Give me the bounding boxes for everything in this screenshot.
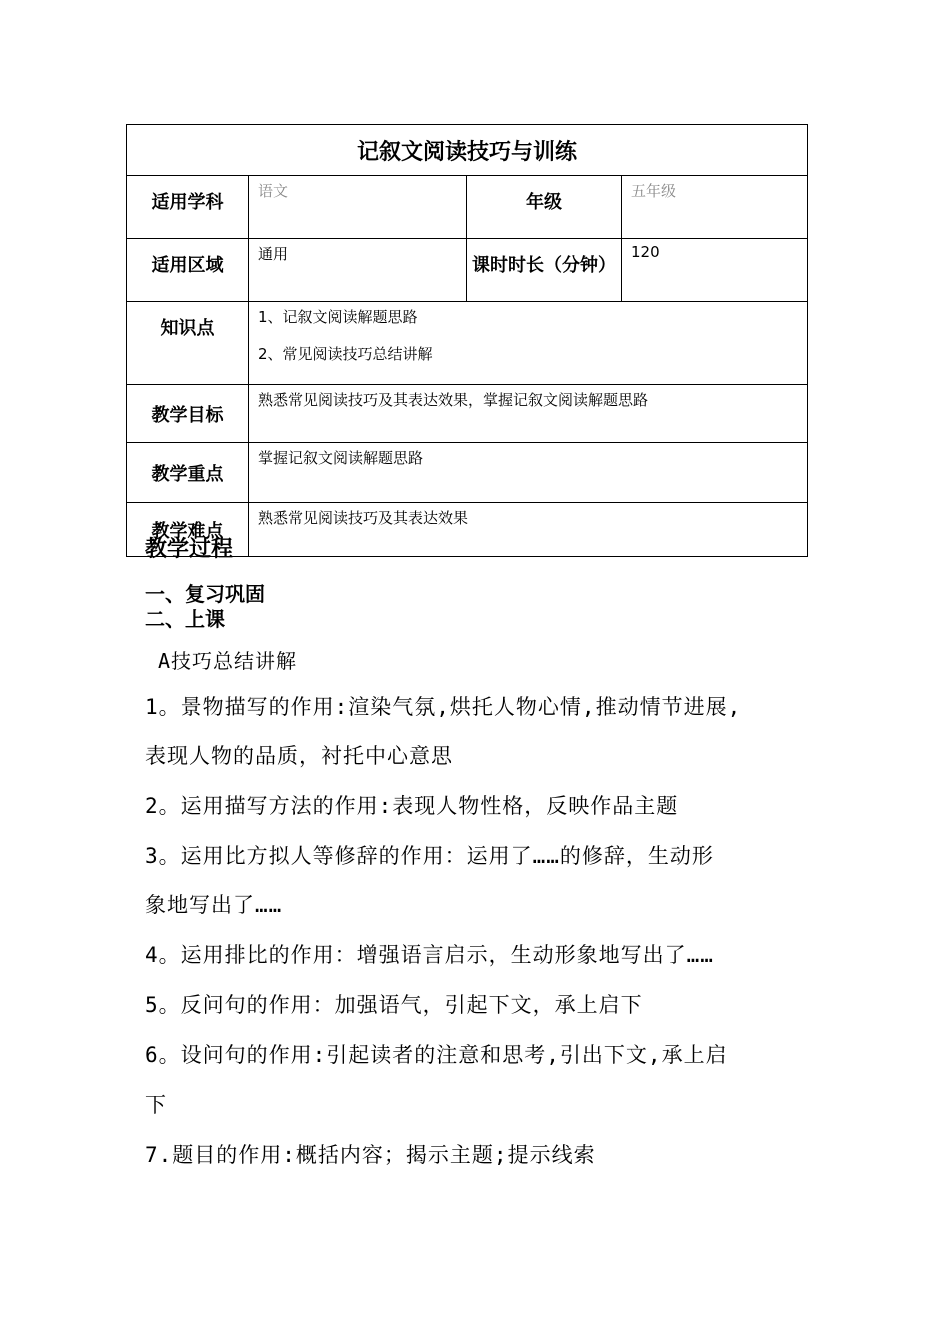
knowledge-item: 1、记叙文阅读解题思路 bbox=[258, 308, 418, 326]
content-line: 4。运用排比的作用：增强语言启示，生动形象地写出了…… bbox=[145, 943, 714, 967]
table-title: 记叙文阅读技巧与训练 bbox=[127, 125, 808, 176]
difficulty-label: 教学难点 bbox=[127, 503, 249, 557]
subject-label: 适用学科 bbox=[127, 176, 249, 239]
knowledge-list bbox=[249, 302, 808, 385]
lesson-info-table bbox=[126, 124, 808, 557]
content-line: 下 bbox=[145, 1093, 167, 1117]
goal-value: 熟悉常见阅读技巧及其表达效果，掌握记叙文阅读解题思路 bbox=[249, 385, 808, 443]
focus-label: 教学重点 bbox=[127, 443, 249, 503]
content-line: 表现人物的品质，衬托中心意思 bbox=[145, 744, 453, 768]
difficulty-value: 熟悉常见阅读技巧及其表达效果 bbox=[249, 503, 808, 557]
content-line: 3。运用比方拟人等修辞的作用：运用了……的修辞，生动形 bbox=[145, 844, 714, 868]
step-review: 一、复习巩固 bbox=[145, 582, 265, 606]
content-line: 7.题目的作用:概括内容；揭示主题;提示线索 bbox=[145, 1143, 596, 1167]
content-line: 1。景物描写的作用:渲染气氛,烘托人物心情,推动情节进展, bbox=[145, 695, 742, 719]
region-label: 适用区域 bbox=[127, 239, 249, 302]
focus-value: 掌握记叙文阅读解题思路 bbox=[249, 443, 808, 503]
content-line: 2。运用描写方法的作用:表现人物性格，反映作品主题 bbox=[145, 794, 679, 818]
grade-value: 五年级 bbox=[622, 176, 808, 239]
duration-value: 120 bbox=[622, 239, 808, 302]
goal-label: 教学目标 bbox=[127, 385, 249, 443]
content-line: 6。设问句的作用:引起读者的注意和思考,引出下文,承上启 bbox=[145, 1043, 728, 1067]
skills-subheading: A技巧总结讲解 bbox=[158, 649, 298, 673]
subject-value: 语文 bbox=[249, 176, 467, 239]
step-class: 二、上课 bbox=[145, 607, 225, 631]
duration-label: 课时时长（分钟） bbox=[467, 239, 622, 302]
knowledge-label: 知识点 bbox=[127, 302, 249, 385]
content-line: 象地写出了…… bbox=[145, 893, 283, 917]
grade-label: 年级 bbox=[467, 176, 622, 239]
region-value: 通用 bbox=[249, 239, 467, 302]
content-line: 5。反问句的作用：加强语气，引起下文，承上启下 bbox=[145, 993, 643, 1017]
process-heading: 教学过程 bbox=[145, 537, 234, 562]
knowledge-item: 2、常见阅读技巧总结讲解 bbox=[258, 345, 433, 363]
